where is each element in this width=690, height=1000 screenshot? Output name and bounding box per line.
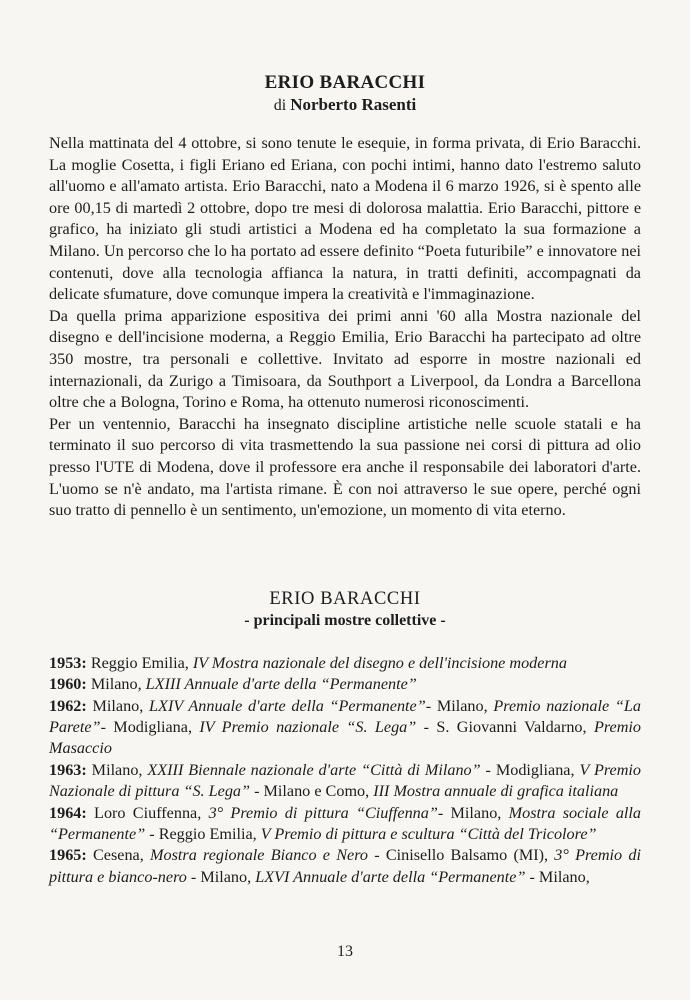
exhibition-venue: - Milano,	[525, 867, 590, 886]
exhibition-venue: Cesena,	[86, 846, 151, 865]
exhibition-venue: - Reggio Emilia,	[145, 824, 261, 843]
exhibition-title: V Premio di pittura e scultura “Città del Tricolore”	[260, 824, 597, 843]
exhibition-venue: - Modigliana,	[100, 717, 200, 736]
exhibition-venue: - Cinisello Balsamo (MI),	[368, 846, 555, 865]
exhibitions-section	[49, 588, 641, 888]
exhibition-title: Mostra regionale Bianco e Nero	[150, 846, 368, 865]
exhibition-venue: - Milano,	[186, 867, 256, 886]
exhibition-venue: Milano,	[86, 760, 148, 779]
exhibition-title: III Mostra annuale di grafica italiana	[373, 782, 619, 801]
exhibition-title: XXIII Biennale nazionale d'arte “Città di Milano”	[147, 760, 481, 779]
article-paragraph: Da quella prima apparizione espositiva dei primi anni '60 alla Mostra nazionale del disegno e dell'incisione moderna, a Reggio Emilia, Erio Baracchi ha partecipato ad oltre 350 mostre, tra personali e collettive. Invitato ad esporre in mostre nazionali ed internazionali, da Zurigo a Timisoara, da Southport a Liverpool, da Londra a Barcellona oltre che a Bologna, Torino e Roma, ha ottenuto numerosi riconoscimenti.	[49, 306, 641, 412]
exhibition-title: Premio Masaccio	[49, 717, 641, 758]
article-byline	[49, 94, 641, 116]
exhibition-entry	[49, 696, 641, 760]
page-content	[49, 72, 641, 888]
article-body	[49, 133, 641, 522]
page-number: 13	[337, 943, 353, 960]
exhibitions-list	[49, 653, 641, 888]
byline-author: Norberto Rasenti	[290, 95, 417, 114]
exhibition-title: V Premio Nazionale di pittura “S. Lega”	[49, 760, 641, 801]
exhibition-title: IV Premio nazionale “S. Lega”	[199, 717, 417, 736]
exhibition-entry	[49, 653, 641, 674]
exhibition-venue: - Milano,	[425, 696, 494, 715]
exhibition-venue: Reggio Emilia,	[86, 653, 193, 672]
exhibition-entry	[49, 803, 641, 846]
exhibition-year: 1960:	[49, 675, 87, 694]
exhibition-venue: - Milano e Como,	[250, 782, 374, 801]
exhibition-year: 1964:	[49, 803, 87, 822]
exhibitions-subtitle: - principali mostre collettive -	[244, 611, 446, 629]
exhibition-year: 1962:	[49, 696, 87, 715]
exhibition-venue: - Milano,	[437, 803, 509, 822]
exhibition-title: 3° Premio di pittura e bianco-nero	[49, 846, 641, 886]
exhibition-title: IV Mostra nazionale del disegno e dell'incisione moderna	[192, 653, 567, 672]
exhibition-title: Mostra sociale alla “Permanente”	[49, 803, 642, 843]
exhibition-year: 1953:	[49, 653, 87, 672]
exhibition-venue: Milano,	[86, 675, 146, 694]
exhibitions-title: ERIO BARACCHI	[269, 588, 421, 609]
article-paragraph: Nella mattinata del 4 ottobre, si sono tenute le esequie, in forma privata, di Erio Baracchi. La moglie Cosetta, i figli Eriano ed Eriana, con pochi intimi, hanno dato l'estremo saluto all'uomo e all'amato artista. Erio Baracchi, nato a Modena il 6 marzo 1926, si è spento alle ore 00,15 di martedì 2 ottobre, dopo tre mesi di dolorosa malattia. Erio Baracchi, pittore e grafico, ha iniziato gli studi artistici a Modena ed ha completato la sua formazione a Milano. Un percorso che lo ha portato ad essere definito “Poeta futuribile” e innovatore nei contenuti, dove alla tecnologia affianca la natura, in tratti definiti, accompagnati da delicate sfumature, dove comunque impera la creatività e l'immaginazione.	[49, 134, 641, 304]
article-paragraph: Per un ventennio, Baracchi ha insegnato discipline artistiche nelle scuole statali e ha terminato il suo percorso di vita trasmettendo la sua passione nei corsi di pittura ad olio presso l'UTE di Modena, dove il professore era anche il responsabile dei laboratori d'arte. L'uomo se n'è andato, ma l'artista rimane. È con noi attraverso le sue opere, perché ogni suo tratto di pennello è un sentimento, un'emozione, un momento di vita eterno.	[49, 414, 641, 520]
article-title: ERIO BARACCHI	[264, 72, 426, 93]
exhibition-title: LXIII Annuale d'arte della “Permanente”	[145, 675, 417, 694]
exhibition-title: LXIV Annuale d'arte della “Permanente”	[149, 696, 426, 715]
exhibition-venue: - Modigliana,	[480, 760, 580, 779]
exhibition-title: 3° Premio di pittura “Ciuffenna”	[208, 803, 438, 822]
exhibition-title: Premio nazionale “La Parete”	[49, 696, 641, 736]
exhibition-year: 1965:	[49, 846, 87, 865]
exhibition-venue: Milano,	[86, 696, 150, 715]
exhibition-entry	[49, 674, 641, 695]
exhibition-venue: - S. Giovanni Valdarno,	[416, 717, 594, 736]
exhibition-entry	[49, 845, 641, 888]
exhibition-year: 1963:	[49, 760, 87, 779]
exhibition-venue: Loro Ciuffenna,	[86, 803, 209, 822]
exhibition-entry	[49, 760, 641, 803]
exhibition-title: LXVI Annuale d'arte della “Permanente”	[255, 867, 526, 886]
byline-prefix: di	[273, 97, 287, 114]
